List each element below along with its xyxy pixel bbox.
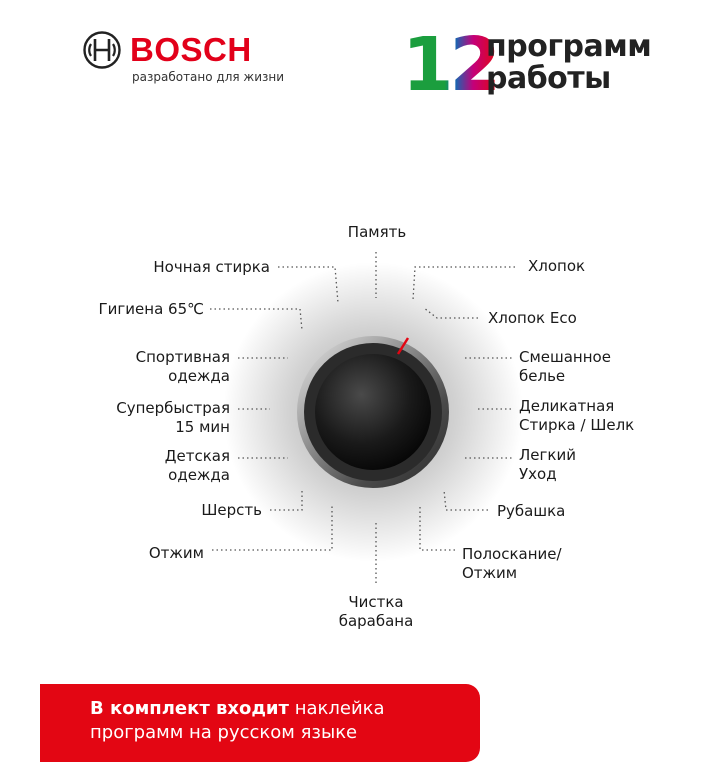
svg-text:12: 12 xyxy=(402,22,497,108)
banner-line-1: В комплект входит наклейка xyxy=(90,698,385,719)
programs-label-line1: программ xyxy=(486,29,652,64)
dial-knob xyxy=(315,354,431,470)
program-label-delicate: Деликатная Стирка / Шелк xyxy=(519,397,635,434)
program-label-spin: Отжим xyxy=(148,544,204,562)
program-label-memory: Память xyxy=(347,223,407,241)
program-label-night-wash: Ночная стирка xyxy=(153,258,270,276)
programs-badge xyxy=(402,22,672,108)
program-label-hygiene: Гигиена 65℃ xyxy=(98,300,204,318)
banner-line-2: программ на русском языке xyxy=(90,722,358,743)
program-label-rinse-spin: Полоскание/ Отжим xyxy=(462,545,562,582)
program-label-shirt: Рубашка xyxy=(497,502,566,520)
program-label-cotton: Хлопок xyxy=(528,257,586,275)
program-label-wool: Шерсть xyxy=(201,501,262,519)
program-label-super-quick: Супербыстрая 15 мин xyxy=(116,399,230,436)
program-label-drum-clean: Чистка барабана xyxy=(338,593,414,630)
program-label-easy-care: Легкий Уход xyxy=(519,446,576,483)
program-label-cotton-eco: Хлопок Eco xyxy=(488,309,577,327)
programs-count-number xyxy=(402,22,497,108)
brand-tagline: разработано для жизни xyxy=(132,70,285,84)
programs-label-line2: работы xyxy=(486,61,611,96)
program-label-mixed: Смешанное белье xyxy=(519,348,611,385)
program-label-sport: Спортивная одежда xyxy=(135,348,230,385)
brand-name: BOSCH xyxy=(130,31,252,68)
sticker-banner xyxy=(40,684,480,762)
program-label-kids: Детская одежда xyxy=(164,447,230,484)
brand-logo xyxy=(82,30,285,90)
bosch-armature-icon xyxy=(82,30,122,70)
